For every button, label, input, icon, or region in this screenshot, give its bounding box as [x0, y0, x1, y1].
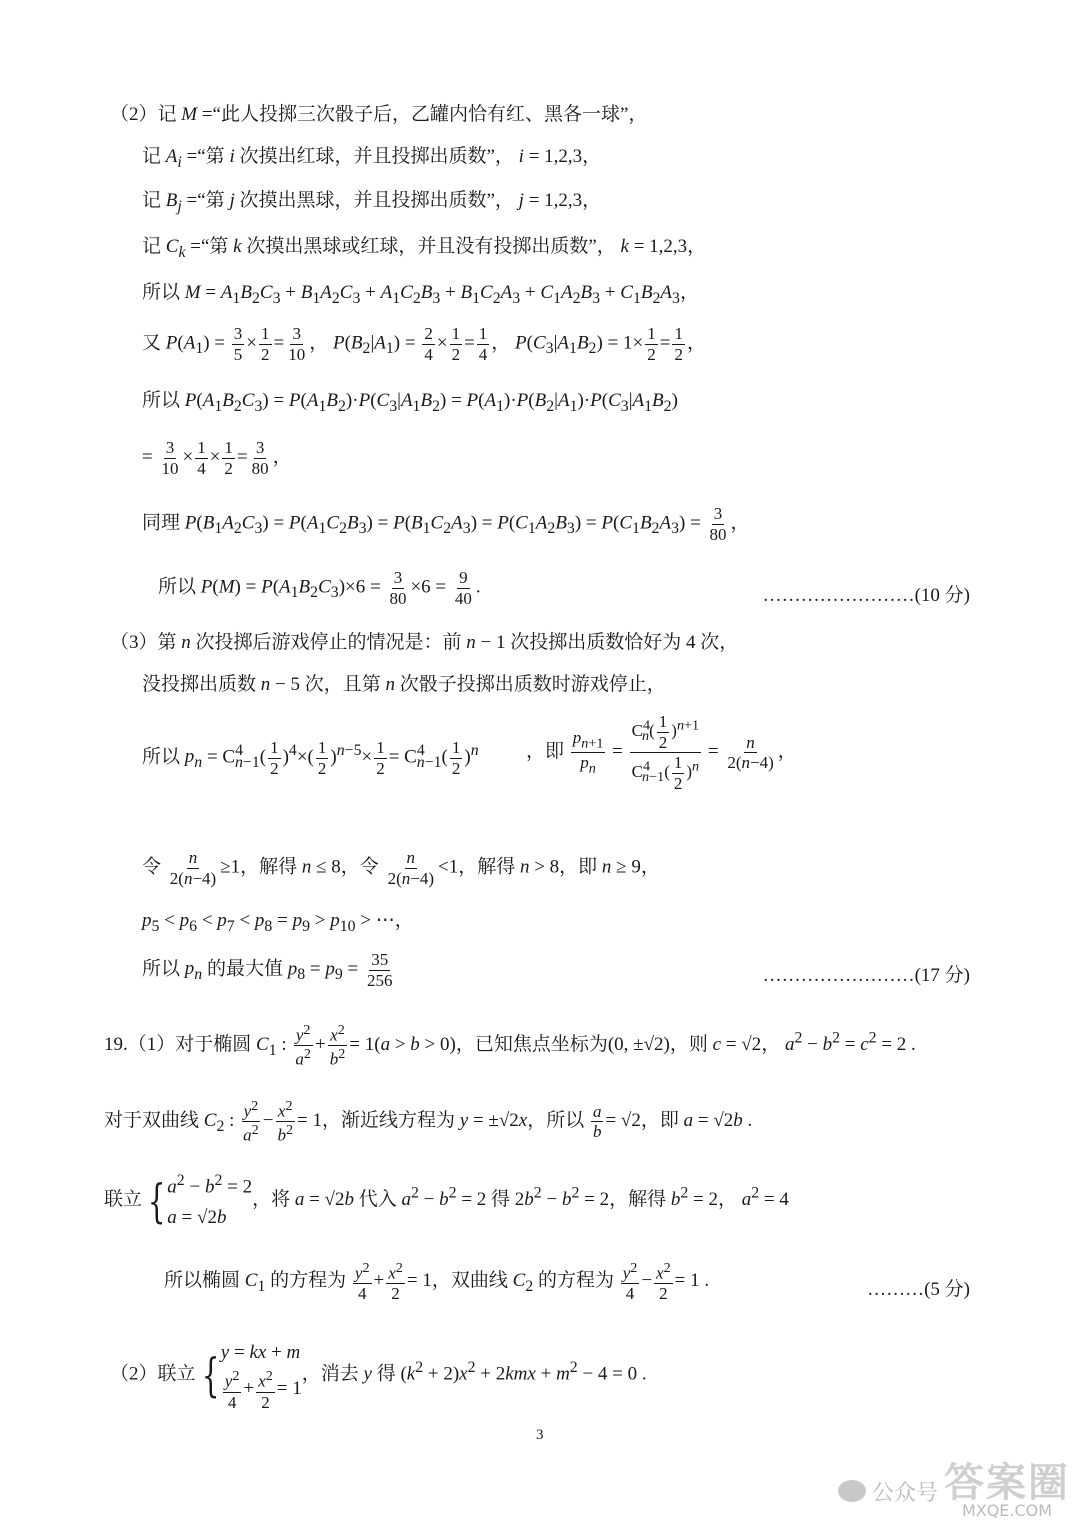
p3-line-1: （3）第 n 次投掷后游戏停止的情况是：前 n − 1 次投掷出质数恰好为 4 次，: [110, 632, 739, 653]
watermark-text: 公众号: [871, 1480, 938, 1506]
p3-line-3a: 所以 $p_n = C^4_{n-1}$( $\frac{1}{2}$ )$^4$×( $\frac{1}{2}$ )$^{n-5}$× $\frac{1}{2}$ = $C^4_{n-1}$( $\frac{1}{2}$ )$^n$: [142, 738, 479, 778]
p3-score: ……………………(17 分): [762, 965, 970, 986]
p2-line-6: 又 $P(A_1)$ = $\frac{3}{5}$ × $\frac{1}{2}$ = $\frac{3}{10}$ ， $P(B_2|A_1)$ = $\frac{2}{4}$ × $\frac{1}{2}$ = $\frac{1}{4}$ ， $P(C_3|A_1B_2) = 1\times$ $\frac{1}{2}$ = $\frac{1}{2}$ ，: [142, 324, 706, 364]
p3-line-4: 令 $\frac{n}{2(n-4)}$ ≥1，解得 n ≤ 8，令 $\frac{n}{2(n-4)}$ <1，解得 n > 8，即 n ≥ 9，: [142, 848, 660, 888]
page-number: 3: [536, 1427, 544, 1443]
p3-line-3b: ，即 $\frac{p_{n+1}}{p_n}$ = $C^4_n$( $\frac{1}{2}$ )$^{n+1}$ $C^4_{n-1}$( $\frac{1}{2}$ )$^n$ = $\frac{n}{2(n-4)}$ ，: [526, 712, 797, 793]
p2-line-2: 记 $A_i$ =“第 i 次摸出红球，并且投掷出质数”， i = 1,2,3，: [142, 146, 602, 171]
q19-line-3: 联立 { $a^2 - b^2 = 2$ a = √2b ，将 a = √2b 代入 $a^2 - b^2 = 2$ 得 $2b^2 - b^2 = 2$，解得 $b^2 = 2$， $a^2 = 4$: [104, 1172, 789, 1228]
p2-line-4: 记 $C_k$ =“第 k 次摸出黑球或红球，并且没有投掷出质数”， k = 1,2,3，: [142, 236, 707, 261]
p3-line-2: 没投掷出质数 n − 5 次，且第 n 次骰子投掷出质数时游戏停止，: [142, 674, 666, 695]
p2-line-1: （2）记 M =“此人投掷三次骰子后，乙罐内恰有红、黑各一球”，: [110, 104, 648, 125]
p2-line-9: 同理 $P(B_1A_2C_3) = P(A_1C_2B_3) = P(B_1C_2A_3) = P(C_1A_2B_3) = P(C_1B_2A_3)$ = $\frac{3}{80}$ ，: [142, 504, 750, 544]
q19-line-2: 对于双曲线 $C_2$ : $\frac{y^2}{a^2}$ − $\frac{x^2}{b^2}$ = 1，渐近线方程为 y = ±√2x，所以 $\frac{a}{b}$ = √2，即 a = √2b .: [104, 1098, 753, 1145]
watermark: [838, 1460, 1070, 1520]
q19-score: ………(5 分): [867, 1279, 970, 1300]
watermark-logo: 答案圈: [944, 1460, 1070, 1506]
p3-line-5: $p_5 < p_6 < p_7 < p_8 = p_9 > p_{10}$ > ⋯，: [142, 910, 414, 935]
p2-line-8: = $\frac{3}{10}$ × $\frac{1}{4}$ × $\frac{1}{2}$ = $\frac{3}{80}$ ，: [142, 438, 292, 478]
p2-score: ……………………(10 分): [762, 585, 970, 606]
q19-line-4: 所以椭圆 $C_1$ 的方程为 $\frac{y^2}{4}$ + $\frac{x^2}{2}$ = 1，双曲线 $C_2$ 的方程为 $\frac{y^2}{4}$ − $\frac{x^2}{2}$ = 1 .: [164, 1260, 710, 1304]
p2-line-10: 所以 $P(M) = P(A_1B_2C_3)\times 6$ = $\frac{3}{80}$ ×6 = $\frac{9}{40}$ .: [158, 568, 481, 608]
p3-line-6: 所以 $p_n$ 的最大值 $p_8 = p_9$ = $\frac{35}{256}$: [142, 950, 393, 990]
q19-line-1: 19.（1）对于椭圆 $C_1$ : $\frac{y^2}{a^2}$ + $\frac{x^2}{b^2}$ = 1(a > b > 0)，已知焦点坐标为(0, ±√2)，则 c = √2， $a^2 - b^2 = c^2 = 2$ .: [104, 1022, 916, 1069]
wechat-icon: [838, 1480, 866, 1502]
p2-line-7: 所以 $P(A_1B_2C_3) = P(A_1B_2)\cdot P(C_3|A_1B_2) = P(A_1)\cdot P(B_2|A_1)\cdot P(C_3|A_1B_2)$: [142, 390, 678, 415]
p2-line-5: 所以 $M = A_1B_2C_3 + B_1A_2C_3 + A_1C_2B_3 + B_1C_2A_3 + C_1A_2B_3 + C_1B_2A_3$，: [142, 282, 699, 307]
p2-line-3: 记 $B_j$ =“第 j 次摸出黑球，并且投掷出质数”， j = 1,2,3，: [142, 190, 602, 215]
q19-line-5: （2）联立 { y = kx + m $\frac{y^2}{4}$ + $\frac{x^2}{2}$ = 1 ，消去 y 得 $(k^2 + 2)x^2 + 2kmx + m^2 - 4 = 0$ .: [110, 1342, 647, 1412]
watermark-site: MXQE.COM: [961, 1501, 1053, 1520]
